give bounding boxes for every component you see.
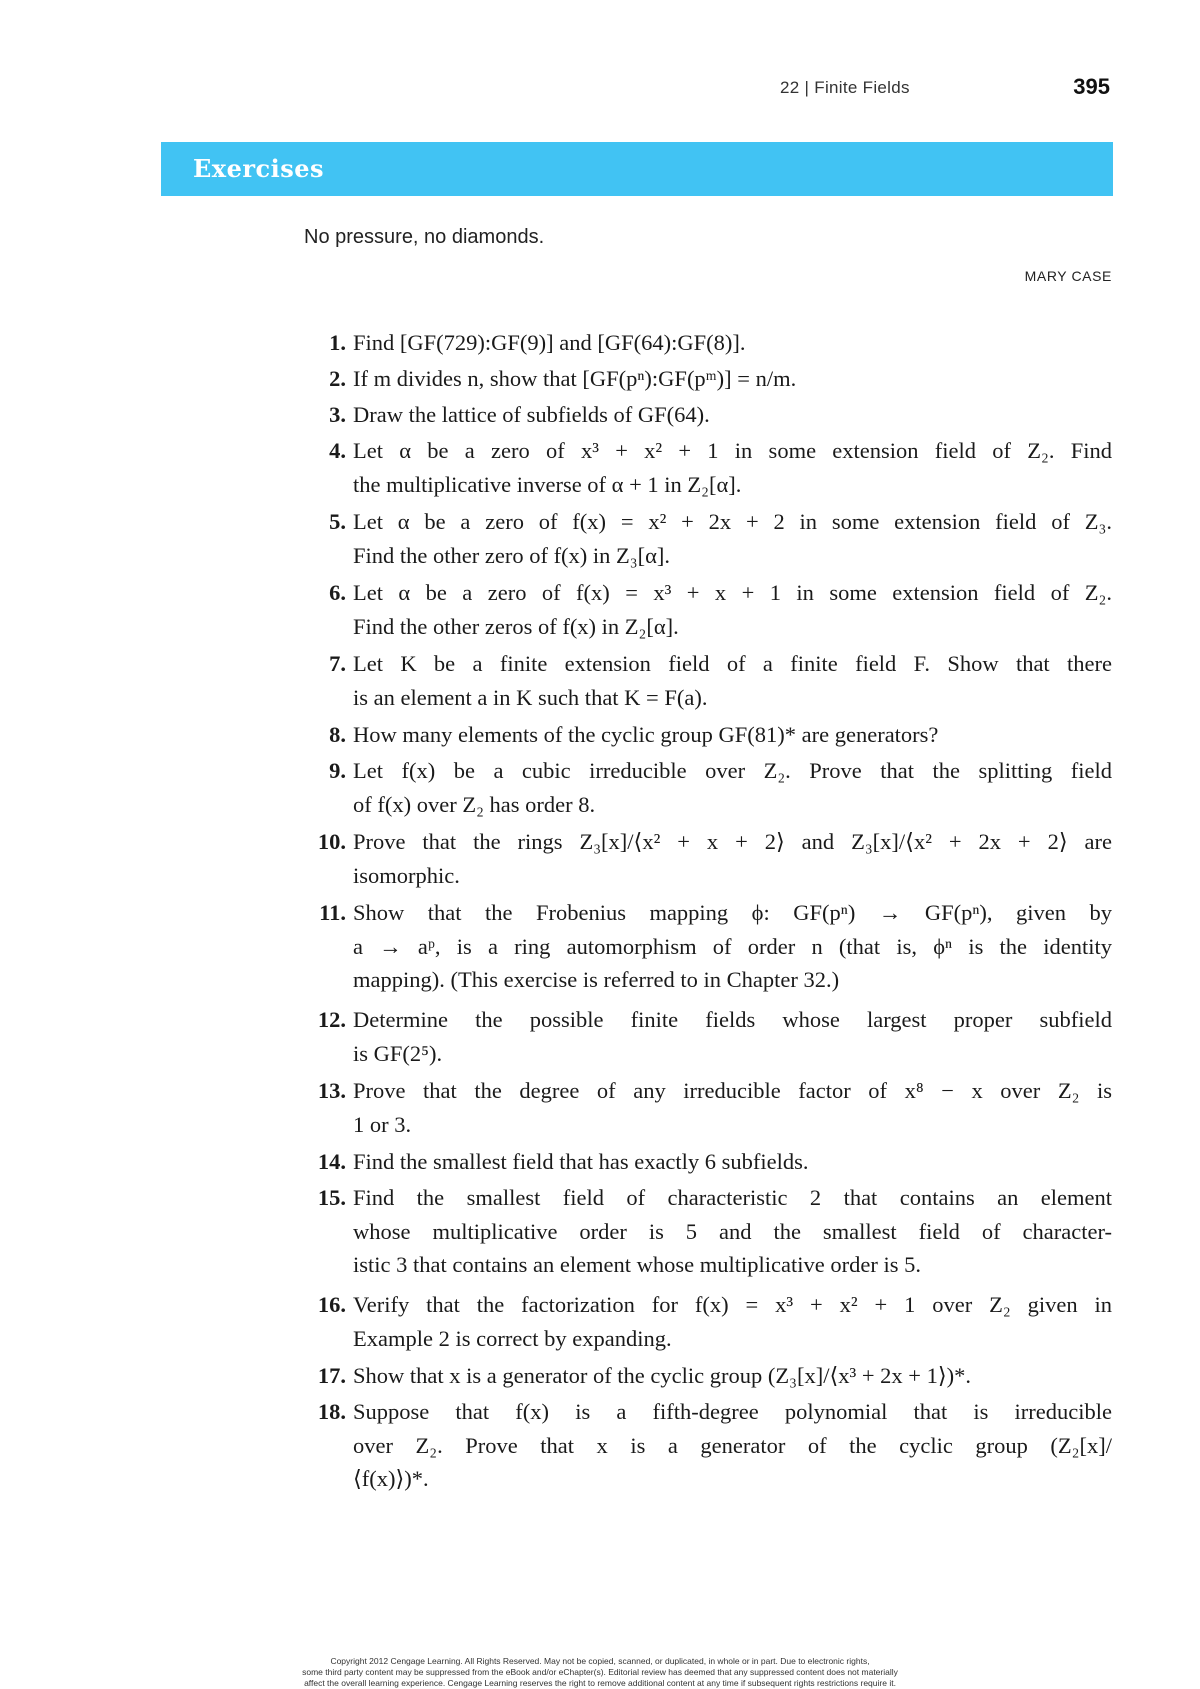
exercise-text-line: whose multiplicative order is 5 and the smallest field of character- (353, 1218, 1112, 1244)
exercise-number: 8. (329, 722, 346, 747)
exercise-number: 1. (329, 330, 346, 355)
chapter-title: 22 | Finite Fields (780, 78, 910, 97)
exercise-text-line: Prove that the rings Z₃[x]/⟨x² + x + 2⟩ and Z₃[x]/⟨x² + 2x + 2⟩ are (353, 829, 1112, 854)
exercise-text-line: is an element a in K such that K = F(a). (353, 684, 708, 710)
exercise-text-line: the multiplicative inverse of α + 1 in Z₂[α]. (353, 471, 742, 497)
exercise-number: 14. (317, 1149, 346, 1174)
exercise-text-line: Find the other zeros of f(x) in Z₂[α]. (353, 613, 679, 639)
exercise-number: 15. (317, 1185, 346, 1210)
exercise-text-line: If m divides n, show that [GF(pⁿ):GF(pᵐ)] = n/m. (353, 366, 797, 391)
exercise-number: 13. (317, 1078, 346, 1103)
exercise-text-line: Let f(x) be a cubic irreducible over Z₂. Prove that the splitting field (353, 758, 1112, 783)
exercise-text-line: 1 or 3. (353, 1111, 412, 1137)
exercise-text-line: Show that the Frobenius mapping ϕ: GF(pⁿ) → GF(pⁿ), given by (353, 900, 1112, 925)
page-number: 395 (1073, 74, 1110, 99)
exercise-text-line: istic 3 that contains an element whose multiplicative order is 5. (353, 1252, 921, 1277)
exercise-text-line: isomorphic. (353, 862, 460, 888)
exercise-number: 7. (329, 651, 346, 676)
exercise-text-line: Find the smallest field that has exactly 6 subfields. (353, 1149, 809, 1174)
exercise-text-line: Suppose that f(x) is a fifth-degree polynomial that is irreducible (353, 1399, 1112, 1424)
exercise-text-line: How many elements of the cyclic group GF(81)* are generators? (353, 722, 939, 747)
exercise-text-line: Find [GF(729):GF(9)] and [GF(64):GF(8)]. (353, 330, 746, 355)
section-title: Exercises (193, 154, 325, 183)
exercise-text-line: is GF(2⁵). (353, 1040, 443, 1066)
exercise-text-line: Prove that the degree of any irreducible factor of x⁸ − x over Z₂ is (353, 1078, 1112, 1103)
exercise-text-line: Find the smallest field of characteristic 2 that contains an element (353, 1185, 1112, 1210)
exercise-text-line: Find the other zero of f(x) in Z₃[α]. (353, 542, 671, 568)
exercise-number: 18. (317, 1399, 346, 1424)
epigraph-author: MARY CASE (1024, 268, 1112, 284)
footer-line: Copyright 2012 Cengage Learning. All Rights Reserved. May not be copied, scanned, or duplicated, in whole or in part. Due to electronic rights, (330, 1656, 870, 1666)
exercise-number: 9. (329, 758, 346, 783)
exercise-text-line: Let α be a zero of f(x) = x³ + x + 1 in some extension field of Z₂. (353, 580, 1112, 605)
exercise-text-line: Draw the lattice of subfields of GF(64). (353, 402, 710, 427)
exercise-text-line: over Z₂. Prove that x is a generator of the cyclic group (Z₂[x]/ (353, 1432, 1112, 1458)
exercise-text-line: of f(x) over Z₂ has order 8. (353, 791, 596, 817)
exercise-number: 2. (329, 366, 346, 391)
exercise-text-line: mapping). (This exercise is referred to in Chapter 32.) (353, 967, 840, 992)
exercise-number: 4. (329, 438, 346, 463)
exercise-number: 5. (329, 509, 346, 534)
exercise-text-line: Show that x is a generator of the cyclic group (Z₃[x]/⟨x³ + 2x + 1⟩)*. (353, 1363, 971, 1388)
exercise-number: 3. (329, 402, 346, 427)
exercise-text-line: Example 2 is correct by expanding. (353, 1325, 672, 1351)
exercise-text-line: Let α be a zero of x³ + x² + 1 in some extension field of Z₂. Find (353, 438, 1112, 463)
exercise-number: 17. (317, 1363, 346, 1388)
exercise-text-line: Let K be a finite extension field of a finite field F. Show that there (353, 651, 1112, 676)
footer-line: some third party content may be suppressed from the eBook and/or eChapter(s). Editorial review has deemed that any suppressed content does not materially (302, 1667, 898, 1677)
exercise-number: 16. (317, 1292, 346, 1317)
epigraph-quote: No pressure, no diamonds. (304, 226, 545, 248)
copyright-footer (160, 1656, 1040, 1689)
exercise-text-line: Determine the possible finite fields whose largest proper subfield (353, 1007, 1112, 1032)
exercise-number: 11. (319, 900, 346, 925)
footer-line: affect the overall learning experience. Cengage Learning reserves the right to remove additional content at any time if subsequent rights restrictions require it. (304, 1678, 896, 1688)
exercise-number: 10. (317, 829, 346, 854)
exercise-number: 6. (329, 580, 346, 605)
exercise-text-line: a → aᵖ, is a ring automorphism of order n (that is, ϕⁿ is the identity (353, 933, 1112, 959)
exercise-text-line: Verify that the factorization for f(x) = x³ + x² + 1 over Z₂ given in (353, 1292, 1112, 1317)
exercise-number: 12. (317, 1007, 346, 1032)
exercise-text-line: Let α be a zero of f(x) = x² + 2x + 2 in some extension field of Z₃. (353, 509, 1112, 534)
exercise-text-line: ⟨f(x)⟩)*. (353, 1466, 429, 1491)
